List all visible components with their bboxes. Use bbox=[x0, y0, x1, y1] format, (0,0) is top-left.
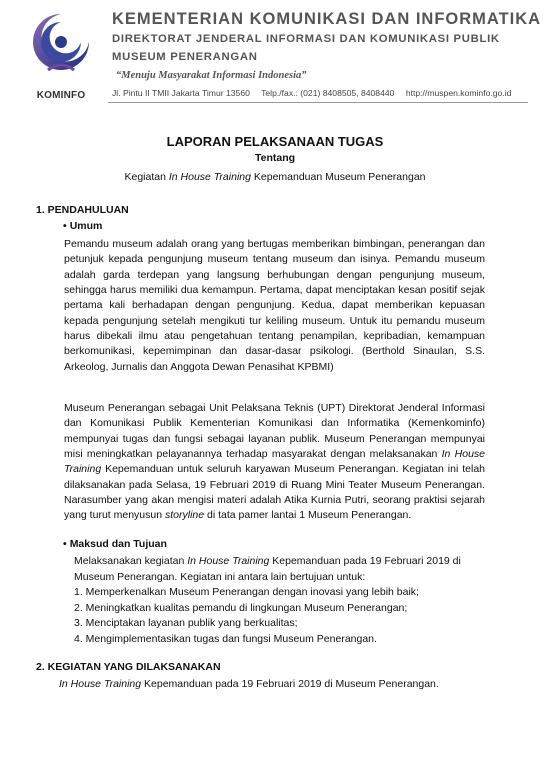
objectives-list bbox=[74, 585, 419, 647]
para2-text-c: di tata pamer lantai 1 Museum Penerangan. bbox=[204, 509, 412, 522]
bullet-icon: • bbox=[63, 220, 67, 232]
logo-wordmark: KOMINFO bbox=[36, 90, 86, 101]
topic-prefix: Kegiatan bbox=[124, 171, 169, 183]
address-text: Jl. Pintu II TMII Jakarta Timur 13560 bbox=[112, 88, 250, 98]
maksud-heading bbox=[63, 538, 167, 550]
document-title: LAPORAN PELAKSANAAN TUGAS bbox=[166, 134, 384, 149]
topic-italic: In House Training bbox=[168, 171, 251, 183]
letterhead-divider bbox=[108, 102, 528, 103]
para2-italic-2: storyline bbox=[164, 509, 205, 522]
umum-paragraph-2 bbox=[64, 401, 485, 524]
section1-heading: 1. PENDAHULUAN bbox=[36, 204, 129, 216]
contact-line bbox=[112, 88, 520, 98]
list-item: 1. Memperkenalkan Museum Penerangan dengan inovasi yang lebih baik; bbox=[74, 586, 419, 598]
kominfo-logo bbox=[22, 10, 100, 106]
ministry-name: KEMENTERIAN KOMUNIKASI DAN INFORMATIKA bbox=[112, 10, 542, 28]
kominfo-emblem-icon bbox=[30, 10, 92, 90]
para2-text-a: Museum Penerangan sebagai Unit Pelaksana Teknis (UPT) Direktorat Jenderal Informasi dan Komunikasi Publik Kementerian Komunikasi dan Informatika (Kemenkominfo) mempunyai tugas dan fungsi sebagai layanan publik. Museum Penerangan mempunyai misi meningkatkan pelayanannya terhadap masyarakat dengan melaksanakan bbox=[64, 402, 485, 461]
umum-paragraph-1: Pemandu museum adalah orang yang bertugas memberikan bimbingan, penerangan dan petunjuk kepada pengunjung museum tentang museum dan isinya. Pemandu museum adalah garda terdepan yang langsung berhubungan dengan pengunjung museum, sehingga harus memiliki dua kemampun. Pertama, dapat menciptakan kesan positif sejak pertama kali berhadapan dengan pengunjung. Kedua, dapat memberikan kepuasan kepada pengunjung setelah mengikuti tur keliling museum. Untuk itu pemandu museum harus dibekali ilmu atau pengetahuan tentang penampilan, kepribadian, kemampuan berkomunikasi, kepemimpinan dan dasar-dasar psikologi. (Berthold Sinaulan, S.S. Arkeolog, Jurnalis dan Anggota Dewan Penasihat KPBMI) bbox=[64, 238, 485, 373]
section2-heading: 2. KEGIATAN YANG DILAKSANAKAN bbox=[36, 661, 221, 673]
phone-text: Telp./fax.: (021) 8408505, 8408440 bbox=[261, 88, 395, 98]
tagline: “Menuju Masyarakat Informasi Indonesia” bbox=[116, 70, 307, 81]
document-topic bbox=[0, 171, 550, 183]
para2-italic: In House Training bbox=[64, 448, 485, 476]
umum-label: Umum bbox=[69, 220, 103, 232]
maksud-text-a: Melaksanakan kegiatan bbox=[74, 555, 188, 567]
section2-italic: In House Training bbox=[59, 678, 142, 690]
maksud-line-2: Museum Penerangan. Kegiatan ini antara lain bertujuan untuk: bbox=[74, 571, 366, 583]
list-item: 4. Mengimplementasikan tugas dan fungsi Museum Penerangan. bbox=[74, 632, 377, 645]
document-subtitle: Tentang bbox=[254, 152, 296, 164]
letterhead bbox=[0, 0, 550, 112]
list-item: 3. Menciptakan layanan publik yang berkualitas; bbox=[74, 617, 298, 629]
list-item: 2. Meningkatkan kualitas pemandu di lingkungan Museum Penerangan; bbox=[74, 601, 408, 614]
directorate-name: DIREKTORAT JENDERAL INFORMASI DAN KOMUNIKASI PUBLIK bbox=[112, 33, 500, 45]
bullet-icon: • bbox=[63, 538, 67, 550]
website-link[interactable]: http://muspen.kominfo.go.id bbox=[405, 88, 512, 98]
umum-heading bbox=[63, 220, 102, 232]
section2-line bbox=[59, 677, 439, 692]
topic-suffix: Kepemanduan Museum Penerangan bbox=[250, 171, 426, 183]
para2-text-b: Kepemanduan untuk seluruh karyawan Museum Penerangan. Kegiatan ini telah dilaksanakan pada Selasa, 19 Februari 2019 di Ruang Mini Teater Museum Penerangan. Narasumber yang akan mengisi materi adalah Atika Kurnia Putri, seorang praktisi sejarah yang turut menyusun bbox=[64, 463, 485, 522]
maksud-text-b: Kepemanduan pada 19 Februari 2019 di bbox=[269, 555, 461, 567]
maksud-line-1 bbox=[74, 554, 461, 569]
maksud-label: Maksud dan Tujuan bbox=[69, 538, 167, 550]
section2-text: Kepemanduan pada 19 Februari 2019 di Museum Penerangan. bbox=[141, 678, 439, 690]
maksud-italic: In House Training bbox=[187, 555, 270, 567]
museum-name: MUSEUM PENERANGAN bbox=[112, 51, 258, 63]
